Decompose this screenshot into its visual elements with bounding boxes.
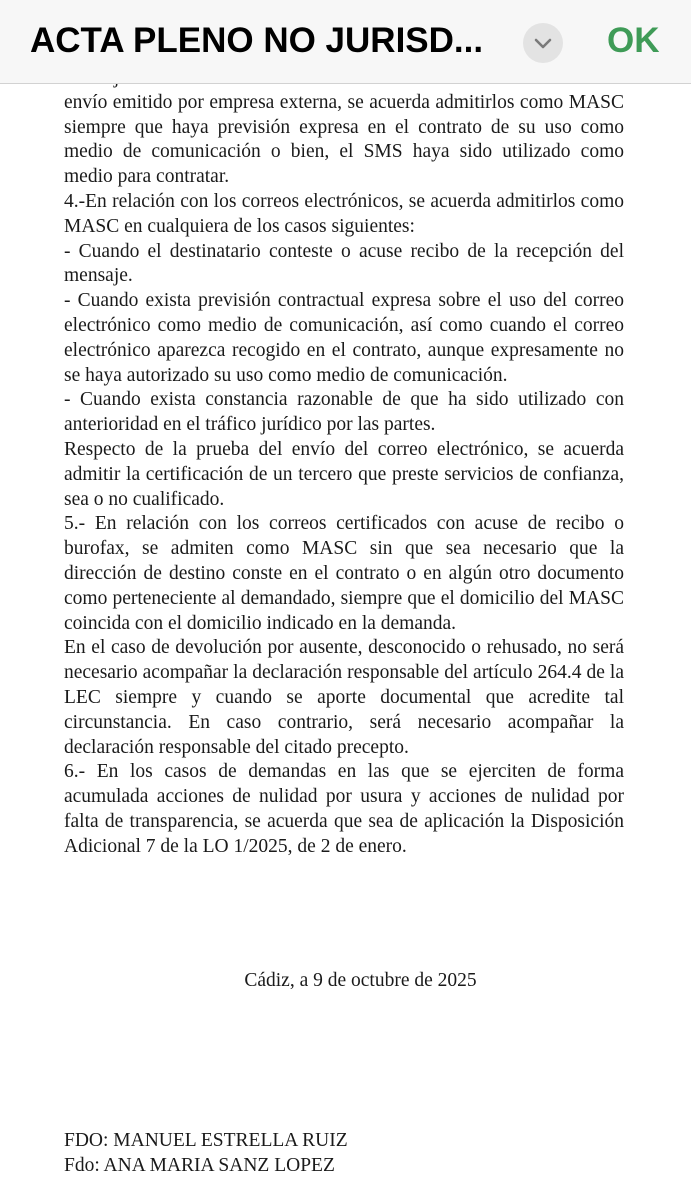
chevron-down-icon <box>533 35 553 51</box>
document-body <box>64 66 624 860</box>
signature-2: Fdo: ANA MARIA SANZ LOPEZ <box>64 1155 335 1176</box>
title-menu-button[interactable] <box>523 23 563 63</box>
paragraph-4-case-2: - Cuando exista previsión contractual expresa sobre el uso del correo electrónico como medio de comunicación, así como cuando el correo electrónico aparezca recogido en el contrato, aunque expresamente no se haya autorizado su uso como medio de comunicación. <box>64 290 624 386</box>
paragraph-5-return: En el caso de devolución por ausente, desconocido o rehusado, no será necesario acompañar la declaración responsable del artículo 264.4 de la LEC siempre y cuando se aporte documental que acredite tal circunstancia. En caso contrario, será necesario acompañar la declaración responsable del citado precepto. <box>64 637 624 758</box>
signature-1: FDO: MANUEL ESTRELLA RUIZ <box>64 1130 348 1151</box>
paragraph-5: 5.- En relación con los correos certificados con acuse de recibo o burofax, se admiten como MASC sin que sea necesario que la dirección de destino conste en el contrato o en algún otro documento como perteneciente al demandado, siempre que el domicilio del MASC coincida con el domicilio indicado en la demanda. <box>64 513 624 634</box>
paragraph-6: 6.- En los casos de demandas en las que se ejerciten de forma acumulada acciones de nulidad por usura y acciones de nulidad por falta de transparencia, se acuerda que sea de aplicación la Disposición Adicional 7 de la LO 1/2025, de 2 de enero. <box>64 761 624 857</box>
paragraph-email-proof: Respecto de la prueba del envío del correo electrónico, se acuerda admitir la certificación de un tercero que preste servicios de confianza, sea o no cualificado. <box>64 438 624 510</box>
paragraph-4: 4.-En relación con los correos electrónicos, se acuerda admitirlos como MASC en cualquiera de los casos siguientes: <box>64 190 624 237</box>
paragraph-4-case-1: - Cuando el destinatario conteste o acuse recibo de la recepción del mensaje. <box>64 240 624 287</box>
date-line: Cádiz, a 9 de octubre de 2025 <box>244 970 477 991</box>
paragraph-4-case-3: - Cuando exista constancia razonable de que ha sido utilizado con anterioridad en el tráfico jurídico por las partes. <box>64 389 624 436</box>
document-title: ACTA PLENO NO JURISD... <box>30 21 484 60</box>
ok-button[interactable]: OK <box>607 21 660 60</box>
document-viewer-header <box>0 0 691 84</box>
paragraph-sms: envío emitido por empresa externa, se acuerda admitirlos como MASC siempre que haya previsión expresa en el contrato de su uso como medio de comunicación o bien, el SMS haya sido utilizado como medio para contratar. <box>64 91 624 188</box>
